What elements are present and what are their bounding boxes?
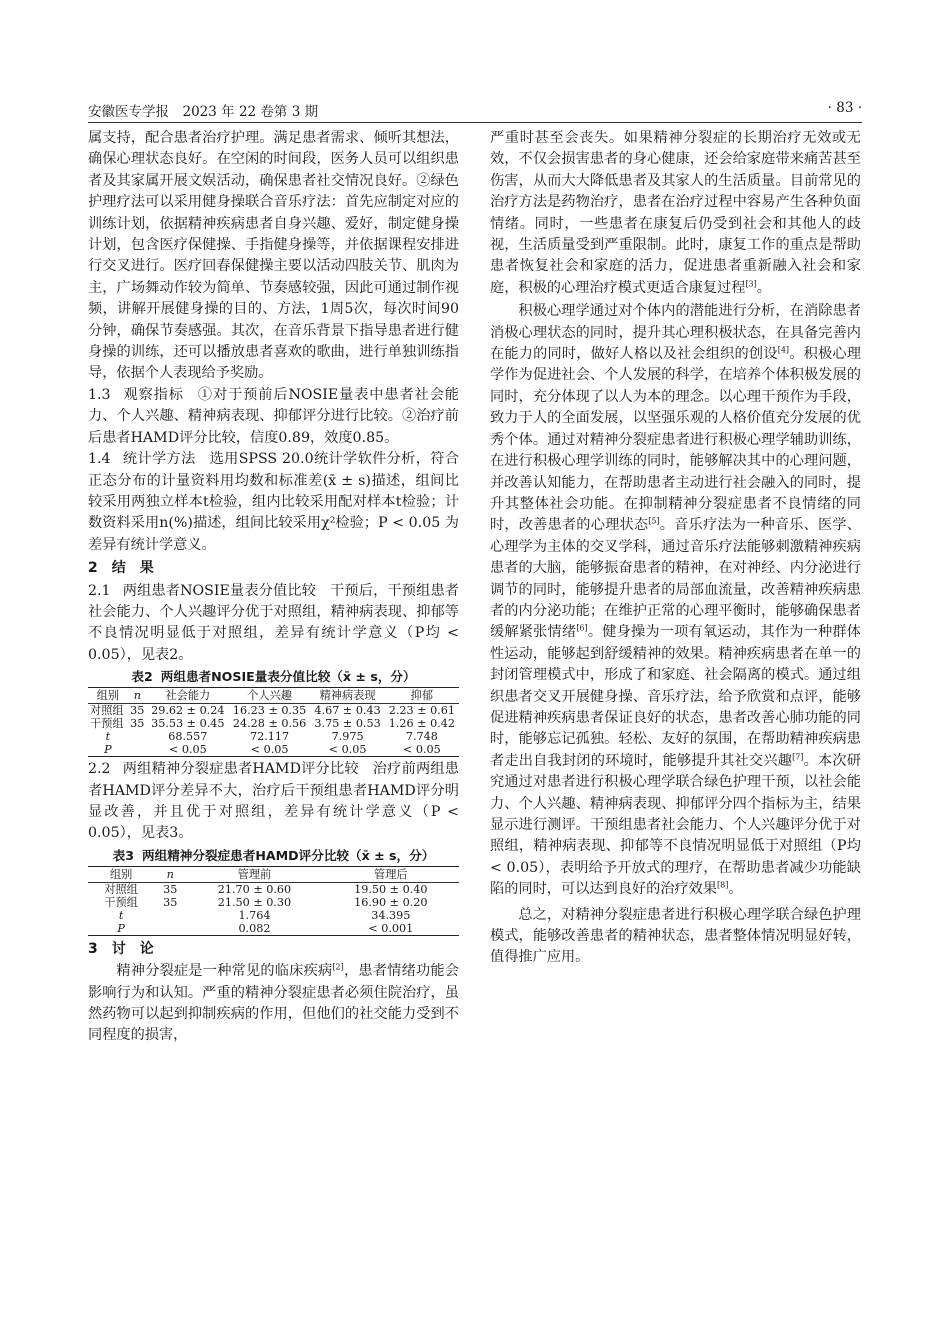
text-run: 。 [756,279,771,296]
table-cell: P [88,743,128,757]
table-cell: < 0.05 [385,743,459,757]
table-header-cell: n [128,688,147,704]
table-cell: 35.53 ± 0.45 [151,717,225,731]
section-text: 干预后，干预组患者社会能力、个人兴趣评分优于对照组，精神病表现、抑郁等不良情况明显低于对照组，差异有统计学意义（P均 < 0.05），见表2。 [88,582,459,663]
citation: [2] [332,962,344,972]
table-row [88,882,459,896]
section-2-1 [88,581,459,667]
text-run: 。健身操为一项有氧运动，其作为一种群体性运动，能够起到舒缓精神的效果。精神疾病患者在单一的封闭管理模式中，形成了和家庭、社会隔离的模式。通过组织患者交叉开展健身操、音乐疗法，给予欣赏和点评，能够促进精神疾病患者保证良好的状态，患者改善心肺功能的同时，能够忘记孤独。轻松、友好的氛围，在帮助精神疾病患者走出自我封闭的环境时，能够提升其社交兴趣 [490,624,861,769]
table-header-cell: 组别 [88,688,128,704]
table-cell: 1.764 [238,908,271,922]
table-cell: 16.90 ± 0.20 [354,895,428,909]
text-run: 。音乐疗法为一种音乐、医学、心理学为主体的交叉学科，通过音乐疗法能够刺激精神疾病患者的大脑，能够振奋患者的精神，在对神经、内分泌进行调节的同时，能够提升患者的局部血流量，改善精神疾病患者的内分泌功能；在维护正常的心理平衡时，能够确保患者缓解紧张情绪 [490,517,861,641]
table-header-cell: 抑郁 [385,688,459,704]
section-number: 1.3 [88,386,111,403]
table-3-caption [88,846,459,865]
table-row [88,922,459,936]
section-number: 2 [88,560,98,577]
table-row [88,896,459,909]
table-cell: t [118,908,124,922]
section-2-2 [88,759,459,845]
table-cell: 7.975 [331,730,364,744]
right-column [490,128,861,969]
table-cell: 7.748 [405,730,438,744]
table-cell: 对照组 [90,704,124,718]
table-cell: 16.23 ± 0.35 [232,704,307,718]
table-cell: 35 [163,882,178,896]
text-run: 。 [728,881,743,898]
section-number: 2.2 [88,761,111,778]
table-cell [128,730,147,743]
conclusion-paragraph: 总之，对精神分裂症患者进行积极心理学联合绿色护理模式，能够改善患者的精神状态，患者整体情况明显好转，值得推广应用。 [490,906,861,966]
text-run: 精神分裂症是一种常见的临床疾病 [116,963,333,980]
citation: [6] [576,623,588,633]
section-title: 两组患者NOSIE量表分值比较 [122,582,317,599]
table-cell: 1.26 ± 0.42 [388,717,455,731]
table-cell [154,922,186,936]
journal-name: 安徽医专学报 2023 年 22 卷第 3 期 [88,104,319,120]
table-cell [154,909,186,922]
table-cell: 68.557 [168,730,208,744]
citation: [8] [717,880,729,890]
table-header-row [88,866,459,882]
section-2-heading [88,558,459,579]
table-cell: 35 [130,717,145,731]
section-number: 2.1 [88,582,111,599]
table-2 [88,687,459,757]
page-number: · 83 · [827,100,862,116]
header-rule [88,122,862,123]
table-row [88,909,459,922]
section-1-3 [88,385,459,449]
table-caption: 两组患者NOSIE量表分值比较（x̄ ± s，分） [160,669,416,685]
table-cell: 72.117 [250,730,290,744]
page-header [88,100,862,122]
table-cell: 4.67 ± 0.43 [314,704,381,718]
citation: [7] [792,752,804,762]
citation: [3] [745,279,757,289]
section-title: 结 果 [111,560,154,577]
table-cell: < 0.001 [323,922,459,936]
section-text: 治疗前两组患者HAMD评分差异不大，治疗后干预组患者HAMD评分明显改善，并且优于对照组，差异有统计学意义（P < 0.05），见表3。 [88,761,459,842]
table-cell: < 0.05 [147,743,229,757]
table-cell: 35 [130,704,145,718]
left-column [88,128,459,1047]
text-run: ，患者情绪功能会影响行为和认知。严重的精神分裂症患者必须住院治疗，虽然药物可以起到抑制疾病的作用，但他们的社交能力受到不同程度的损害， [88,963,459,1044]
table-cell: 对照组 [104,882,138,896]
table-cell: 19.50 ± 0.40 [354,882,428,896]
section-title: 两组精神分裂症患者HAMD评分比较 [122,761,359,778]
citation: [5] [648,516,660,526]
text-run: 。积极心理学作为促进社会、个人发展的科学，在培养个体积极发展的同时，充分体现了以人为本的理念。以心理干预作为手段，致力于人的全面发展，以坚强乐观的人格价值充分发展的优秀个体。通过对精神分裂症患者进行积极心理学辅助训练，在进行积极心理学训练的同时，能够解决其中的心理问题，并改善认知能力，在帮助患者主动进行社会融入的同时，提升其整体社会功能。在抑制精神分裂症患者不良情绪的同时，改善患者的心理状态 [490,346,861,534]
table-cell: 2.23 ± 0.61 [388,704,455,718]
text-run: 积极心理学通过对个体内的潜能进行分析，在消除患者消极心理状态的同时，提升其心理积极状态，在具备完善内在能力的同时，做好人格以及社会组织的创设 [490,303,861,363]
section-3-heading [88,939,459,960]
table-row [88,704,459,718]
section-title: 讨 论 [111,940,154,957]
table-header-cell: 精神病表现 [310,688,384,704]
citation: [4] [777,345,790,355]
section-title: 观察指标 [122,386,184,403]
table-caption: 两组精神分裂症患者HAMD评分比较（x̄ ± s，分） [142,847,435,863]
table-row [88,730,459,743]
table-cell: 34.395 [371,908,411,922]
section-number: 1.4 [88,451,111,468]
table-cell: 21.50 ± 0.30 [217,895,292,909]
table-header-cell: 社会能力 [147,688,229,704]
table-label: 表2 [131,669,153,685]
table-cell: 24.28 ± 0.56 [232,717,307,731]
table-cell: 29.62 ± 0.24 [151,704,225,718]
paragraph-continued [490,128,861,299]
table-3 [88,866,459,936]
table-cell: 21.70 ± 0.60 [217,882,292,896]
table-cell: 0.082 [186,922,322,936]
section-text: ①对于预前后NOSIE量表中患者社会能力、个人兴趣、精神病表现、抑郁评分进行比较。②治疗前后患者HAMD评分比较，信度0.89，效度0.85。 [88,386,459,446]
table-row [88,743,459,757]
section-title: 统计学方法 [122,451,196,468]
table-header-cell: 管理后 [323,866,459,882]
table-header-row [88,688,459,704]
table-cell: < 0.05 [229,743,311,757]
table-cell: < 0.05 [310,743,384,757]
table-cell [128,743,147,757]
table-cell: 3.75 ± 0.53 [314,717,381,731]
table-header-cell: 个人兴趣 [229,688,311,704]
section-text: 选用SPSS 20.0统计学软件分析，符合正态分布的计量资料用均数和标准差(x̄ ± s)描述，组间比较采用两独立样本t检验，组内比较采用配对样本t检验；计数资料采用n(%)描述，组间比较采用χ²检验；P < 0.05 为差异有统计学意义。 [88,451,459,553]
table-header-cell: 组别 [88,866,154,882]
table-cell: 35 [163,895,178,909]
section-number: 3 [88,940,98,957]
table-header-cell: n [154,866,186,882]
paragraph [490,301,861,900]
table-label: 表3 [112,847,135,863]
discussion-paragraph [88,961,459,1047]
table-cell: t [105,730,111,744]
table-header-cell: 管理前 [186,866,322,882]
text-run: 严重时甚至会丧失。如果精神分裂症的长期治疗无效或无效，不仅会损害患者的身心健康，还会给家庭带来痛苦甚至伤害，从而大大降低患者及其家人的生活质量。目前常见的治疗方法是药物治疗，患者在治疗过程中容易产生各种负面情绪。同时，一些患者在康复后仍受到社会和其他人的歧视，生活质量受到严重限制。此时，康复工作的重点是帮助患者恢复社会和家庭的活力，促进患者重新融入社会和家庭，积极的心理治疗模式更适合康复过程 [490,130,861,296]
table-cell: 干预组 [90,717,124,731]
paragraph-continued: 属支持，配合患者治疗护理。满足患者需求、倾听其想法，确保心理状态良好。在空闲的时间段，医务人员可以组织患者及其家属开展文娱活动，确保患者社交情况良好。②绿色护理疗法可以采用健身操联合音乐疗法：首先应制定对应的训练计划，依据精神疾病患者自身兴趣、爱好，制定健身操计划，包含医疗保健操、手指健身操等，并依据课程安排进行交叉进行。医疗回春保健操主要以活动四肢关节、肌肉为主，广场舞动作较为简单、节奏感较强，因此可通过制作视频，讲解开展健身操的目的、方法，1周5次，每次时间90分钟，确保节奏感强。其次，在音乐背景下指导患者进行健身操的训练，还可以播放患者喜欢的歌曲，进行单独训练指导，依据个人表现给予奖励。 [88,130,459,382]
text-run: 。本次研究通过对患者进行积极心理学联合绿色护理干预，以社会能力、个人兴趣、精神病表现、抑郁评分四个指标为主，结果显示进行测评。干预组患者社会能力、个人兴趣评分优于对照组，精神病表现、抑郁等不良情况明显低于对照组（P均 < 0.05），表明给予开放式的理疗，在帮助患者减少功能缺陷的同时，可以达到良好的治疗效果 [490,752,861,898]
table-cell: P [88,922,154,936]
table-cell: 干预组 [104,895,138,909]
table-row [88,717,459,730]
table-2-caption [88,667,459,686]
section-1-4 [88,449,459,556]
